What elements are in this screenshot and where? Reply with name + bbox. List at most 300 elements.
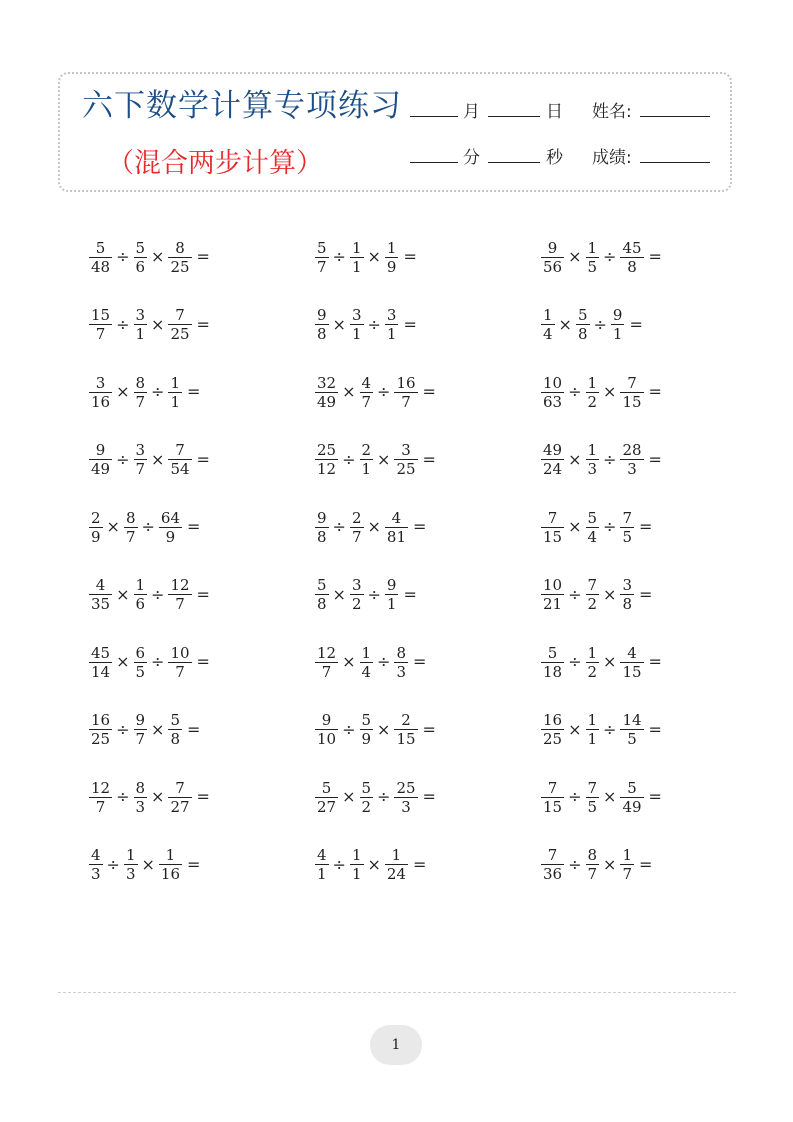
page-number-badge <box>370 1025 422 1065</box>
problem-3 <box>540 232 662 282</box>
equals-sign: = <box>196 314 210 334</box>
denominator: 2 <box>587 595 598 613</box>
divide-operator: ÷ <box>568 854 582 874</box>
numerator: 1 <box>125 846 136 864</box>
equals-sign: = <box>187 382 201 401</box>
worksheet-subtitle: （混合两步计算） <box>107 148 323 179</box>
denominator: 9 <box>361 730 372 748</box>
equals-sign: = <box>413 517 427 536</box>
denominator: 6 <box>135 257 146 276</box>
denominator: 7 <box>361 392 372 411</box>
denominator: 8 <box>170 730 180 748</box>
denominator: 49 <box>91 460 111 478</box>
denominator: 1 <box>587 730 598 748</box>
numerator: 4 <box>391 508 402 527</box>
denominator: 15 <box>543 797 563 816</box>
problem-29 <box>314 840 426 890</box>
month-label: 月 <box>463 102 480 122</box>
numerator: 8 <box>125 508 136 527</box>
denominator: 5 <box>135 662 146 681</box>
denominator: 7 <box>175 595 185 613</box>
numerator: 5 <box>361 778 372 797</box>
numerator: 45 <box>622 238 642 257</box>
denominator: 27 <box>317 797 337 816</box>
denominator: 56 <box>543 257 563 276</box>
denominator: 1 <box>386 325 397 343</box>
problem-6 <box>540 300 643 350</box>
fraction <box>586 779 600 816</box>
divide-operator: ÷ <box>603 247 617 266</box>
problem-7 <box>88 367 200 417</box>
numerator: 12 <box>91 778 111 797</box>
fraction <box>168 441 191 478</box>
fraction <box>89 576 112 613</box>
fraction <box>168 779 191 816</box>
denominator: 15 <box>622 392 642 411</box>
fraction <box>315 576 329 613</box>
denominator: 24 <box>543 460 563 478</box>
multiply-operator: × <box>367 247 381 266</box>
denominator: 5 <box>587 257 598 276</box>
fraction <box>168 576 191 613</box>
numerator: 9 <box>321 711 332 729</box>
numerator: 1 <box>587 373 598 392</box>
equals-sign: = <box>422 382 436 401</box>
divide-operator: ÷ <box>116 247 130 266</box>
denominator: 8 <box>317 595 327 613</box>
fraction <box>89 239 112 276</box>
numerator: 14 <box>622 711 642 729</box>
problem-9 <box>540 367 662 417</box>
denominator: 7 <box>135 460 146 478</box>
problem-13 <box>88 502 200 552</box>
numerator: 9 <box>547 238 558 257</box>
fraction <box>385 306 399 343</box>
problem-23 <box>314 705 436 755</box>
numerator: 5 <box>587 508 598 527</box>
denominator: 1 <box>351 257 362 276</box>
fraction <box>89 779 112 816</box>
equals-sign: = <box>187 517 201 536</box>
denominator: 4 <box>543 325 553 343</box>
denominator: 2 <box>587 392 598 411</box>
fraction <box>134 779 148 816</box>
fraction <box>134 306 148 343</box>
divide-operator: ÷ <box>603 719 617 739</box>
fraction <box>586 441 600 478</box>
equals-sign: = <box>629 314 643 334</box>
multiply-operator: × <box>342 652 356 671</box>
fraction <box>586 644 600 681</box>
numerator: 1 <box>170 373 180 392</box>
problem-16 <box>88 570 210 620</box>
fraction <box>315 846 329 883</box>
fraction <box>385 239 399 276</box>
seconds-blank[interactable] <box>488 162 540 163</box>
multiply-operator: × <box>151 449 165 469</box>
minutes-label: 分 <box>463 148 480 168</box>
denominator: 3 <box>401 797 411 816</box>
seconds-label: 秒 <box>546 148 563 168</box>
problem-15 <box>540 502 652 552</box>
denominator: 63 <box>543 392 563 411</box>
fraction <box>350 576 364 613</box>
fraction <box>350 846 364 883</box>
denominator: 6 <box>135 595 146 613</box>
numerator: 28 <box>622 441 642 459</box>
denominator: 25 <box>543 730 563 748</box>
numerator: 1 <box>391 846 402 864</box>
denominator: 4 <box>361 662 372 681</box>
score-label: 成绩: <box>592 148 632 168</box>
fraction <box>576 306 590 343</box>
problem-27 <box>540 772 662 822</box>
numerator: 7 <box>175 306 185 324</box>
fraction <box>360 779 374 816</box>
fraction <box>586 576 600 613</box>
numerator: 1 <box>361 643 372 662</box>
numerator: 5 <box>135 238 146 257</box>
numerator: 2 <box>351 508 362 527</box>
fraction <box>620 441 643 478</box>
fraction <box>168 644 191 681</box>
problem-22 <box>88 705 200 755</box>
denominator: 15 <box>543 527 563 546</box>
fraction <box>394 711 417 748</box>
fraction <box>385 576 399 613</box>
numerator: 8 <box>135 373 146 392</box>
problem-20 <box>314 637 426 687</box>
fraction <box>394 779 417 816</box>
fraction <box>620 644 643 681</box>
fraction <box>620 239 643 276</box>
fraction <box>315 239 329 276</box>
fraction <box>315 374 338 411</box>
fraction <box>360 711 374 748</box>
problem-2 <box>314 232 417 282</box>
name-blank[interactable] <box>640 116 710 117</box>
denominator: 18 <box>543 662 563 681</box>
fraction <box>350 509 364 546</box>
multiply-operator: × <box>332 584 346 604</box>
numerator: 49 <box>543 441 563 459</box>
numerator: 9 <box>317 508 327 527</box>
denominator: 5 <box>587 797 598 816</box>
equals-sign: = <box>422 719 436 739</box>
numerator: 1 <box>135 576 146 594</box>
numerator: 1 <box>587 643 598 662</box>
fraction <box>134 239 148 276</box>
denominator: 1 <box>135 325 146 343</box>
denominator: 9 <box>165 527 176 546</box>
minutes-blank[interactable] <box>410 162 458 163</box>
divide-operator: ÷ <box>116 719 130 739</box>
divide-operator: ÷ <box>151 382 165 401</box>
fraction <box>586 846 600 883</box>
day-blank[interactable] <box>488 116 540 117</box>
numerator: 9 <box>95 441 106 459</box>
denominator: 25 <box>396 460 416 478</box>
denominator: 3 <box>587 460 598 478</box>
multiply-operator: × <box>558 314 572 334</box>
numerator: 6 <box>135 643 146 662</box>
denominator: 36 <box>543 865 563 883</box>
numerator: 1 <box>587 441 598 459</box>
numerator: 3 <box>95 373 106 392</box>
denominator: 27 <box>170 797 190 816</box>
denominator: 3 <box>125 865 136 883</box>
denominator: 7 <box>321 662 332 681</box>
denominator: 7 <box>125 527 136 546</box>
denominator: 8 <box>577 325 588 343</box>
numerator: 9 <box>317 306 327 324</box>
fraction <box>168 239 191 276</box>
fraction <box>541 846 564 883</box>
fraction <box>350 306 364 343</box>
problem-12 <box>540 435 662 485</box>
denominator: 15 <box>396 730 416 748</box>
denominator: 25 <box>170 257 190 276</box>
numerator: 1 <box>386 238 397 257</box>
numerator: 9 <box>612 306 623 324</box>
denominator: 5 <box>622 527 632 546</box>
denominator: 1 <box>361 460 372 478</box>
problem-5 <box>314 300 417 350</box>
divide-operator: ÷ <box>141 517 155 536</box>
problem-14 <box>314 502 426 552</box>
divide-operator: ÷ <box>332 517 346 536</box>
equals-sign: = <box>413 854 427 874</box>
numerator: 7 <box>547 846 558 864</box>
denominator: 8 <box>317 325 327 343</box>
denominator: 49 <box>317 392 337 411</box>
fraction <box>89 509 103 546</box>
name-label: 姓名: <box>592 102 632 122</box>
equals-sign: = <box>648 247 662 266</box>
numerator: 3 <box>135 306 146 324</box>
fraction <box>315 441 338 478</box>
fraction <box>611 306 625 343</box>
denominator: 1 <box>351 865 362 883</box>
worksheet-title: 六下数学计算专项练习 <box>82 88 402 124</box>
numerator: 9 <box>135 711 146 729</box>
numerator: 1 <box>351 846 362 864</box>
divide-operator: ÷ <box>116 314 130 334</box>
problem-10 <box>88 435 210 485</box>
numerator: 25 <box>396 778 416 797</box>
multiply-operator: × <box>151 787 165 806</box>
fraction <box>315 779 338 816</box>
problem-28 <box>88 840 200 890</box>
problem-1 <box>88 232 210 282</box>
numerator: 5 <box>547 643 558 662</box>
fraction <box>541 711 564 748</box>
equals-sign: = <box>648 787 662 806</box>
multiply-operator: × <box>377 449 391 469</box>
problem-18 <box>540 570 652 620</box>
denominator: 7 <box>175 662 185 681</box>
numerator: 45 <box>91 643 111 662</box>
multiply-operator: × <box>106 517 120 536</box>
fraction <box>89 644 112 681</box>
fraction <box>134 576 148 613</box>
denominator: 7 <box>135 730 146 748</box>
multiply-operator: × <box>151 247 165 266</box>
fraction <box>124 846 138 883</box>
score-blank[interactable] <box>640 162 710 163</box>
numerator: 8 <box>587 846 598 864</box>
divide-operator: ÷ <box>151 584 165 604</box>
numerator: 5 <box>361 711 372 729</box>
fraction <box>315 644 338 681</box>
fraction <box>541 779 564 816</box>
fraction <box>89 711 112 748</box>
month-blank[interactable] <box>410 116 458 117</box>
fraction <box>134 441 148 478</box>
divide-operator: ÷ <box>367 584 381 604</box>
fraction <box>124 509 138 546</box>
numerator: 5 <box>321 778 332 797</box>
day-label: 日 <box>546 102 563 122</box>
numerator: 10 <box>543 576 563 594</box>
equals-sign: = <box>422 787 436 806</box>
equals-sign: = <box>413 652 427 671</box>
denominator: 12 <box>317 460 337 478</box>
fraction <box>541 441 564 478</box>
equals-sign: = <box>196 652 210 671</box>
denominator: 16 <box>91 392 111 411</box>
multiply-operator: × <box>603 382 617 401</box>
denominator: 8 <box>627 257 637 276</box>
multiply-operator: × <box>603 854 617 874</box>
numerator: 4 <box>627 643 637 662</box>
denominator: 21 <box>543 595 563 613</box>
denominator: 49 <box>622 797 642 816</box>
fraction <box>350 239 364 276</box>
divide-operator: ÷ <box>332 247 346 266</box>
equals-sign: = <box>196 787 210 806</box>
equals-sign: = <box>639 517 653 536</box>
fraction <box>134 644 148 681</box>
numerator: 1 <box>543 306 553 324</box>
denominator: 8 <box>622 595 632 613</box>
denominator: 1 <box>317 865 327 883</box>
fraction <box>394 441 417 478</box>
fraction <box>586 711 600 748</box>
fraction <box>168 374 182 411</box>
divide-operator: ÷ <box>568 382 582 401</box>
multiply-operator: × <box>141 854 155 874</box>
denominator: 2 <box>587 662 598 681</box>
denominator: 5 <box>627 730 637 748</box>
problem-25 <box>88 772 210 822</box>
multiply-operator: × <box>116 584 130 604</box>
multiply-operator: × <box>332 314 346 334</box>
divide-operator: ÷ <box>377 787 391 806</box>
problem-24 <box>540 705 662 755</box>
numerator: 5 <box>317 238 327 257</box>
divide-operator: ÷ <box>342 719 356 739</box>
fraction <box>315 711 338 748</box>
divide-operator: ÷ <box>116 787 130 806</box>
numerator: 4 <box>361 373 372 392</box>
numerator: 7 <box>587 576 598 594</box>
numerator: 3 <box>135 441 146 459</box>
denominator: 1 <box>170 392 180 411</box>
numerator: 16 <box>91 711 111 729</box>
numerator: 8 <box>135 778 146 797</box>
equals-sign: = <box>639 584 653 604</box>
divide-operator: ÷ <box>367 314 381 334</box>
numerator: 5 <box>577 306 588 324</box>
fraction <box>620 711 643 748</box>
multiply-operator: × <box>568 517 582 536</box>
problem-17 <box>314 570 417 620</box>
numerator: 12 <box>170 576 190 594</box>
equals-sign: = <box>196 449 210 469</box>
numerator: 1 <box>622 846 632 864</box>
denominator: 7 <box>95 325 106 343</box>
divide-operator: ÷ <box>568 584 582 604</box>
fraction <box>315 306 329 343</box>
problem-8 <box>314 367 436 417</box>
numerator: 10 <box>543 373 563 392</box>
fraction <box>89 441 112 478</box>
equals-sign: = <box>648 449 662 469</box>
fraction <box>385 509 408 546</box>
equals-sign: = <box>196 584 210 604</box>
equals-sign: = <box>196 247 210 266</box>
numerator: 7 <box>175 441 185 459</box>
fraction <box>134 374 148 411</box>
numerator: 4 <box>95 576 106 594</box>
multiply-operator: × <box>116 382 130 401</box>
numerator: 7 <box>175 778 185 797</box>
divide-operator: ÷ <box>342 449 356 469</box>
numerator: 25 <box>317 441 337 459</box>
numerator: 5 <box>627 778 637 797</box>
fraction <box>586 239 600 276</box>
denominator: 1 <box>386 595 397 613</box>
numerator: 8 <box>175 238 185 257</box>
multiply-operator: × <box>568 247 582 266</box>
equals-sign: = <box>648 382 662 401</box>
numerator: 3 <box>622 576 632 594</box>
multiply-operator: × <box>116 652 130 671</box>
denominator: 7 <box>95 797 106 816</box>
divide-operator: ÷ <box>332 854 346 874</box>
numerator: 4 <box>317 846 327 864</box>
fraction <box>586 374 600 411</box>
equals-sign: = <box>403 584 417 604</box>
numerator: 7 <box>587 778 598 797</box>
fraction <box>620 374 643 411</box>
equals-sign: = <box>403 247 417 266</box>
multiply-operator: × <box>151 719 165 739</box>
multiply-operator: × <box>568 719 582 739</box>
numerator: 1 <box>587 238 598 257</box>
numerator: 1 <box>351 238 362 257</box>
equals-sign: = <box>403 314 417 334</box>
fraction <box>89 846 103 883</box>
divide-operator: ÷ <box>151 652 165 671</box>
denominator: 15 <box>622 662 642 681</box>
fraction <box>541 306 555 343</box>
footer-divider <box>58 992 736 993</box>
fraction <box>89 306 112 343</box>
fraction <box>360 441 374 478</box>
problem-11 <box>314 435 436 485</box>
